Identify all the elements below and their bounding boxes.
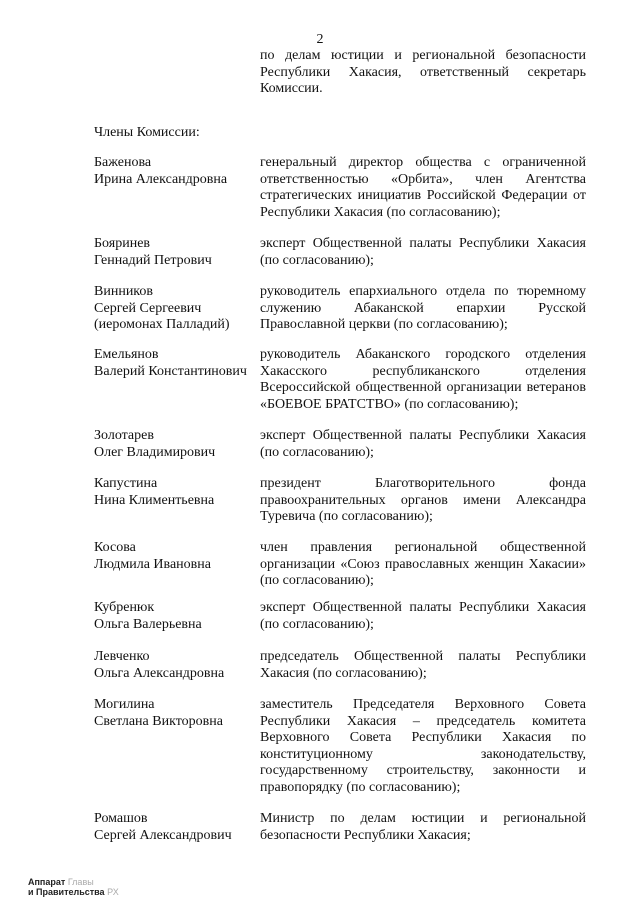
member-description — [260, 284, 586, 334]
member-description — [260, 236, 586, 269]
member-name — [94, 540, 264, 573]
member-surname: Капустина — [94, 476, 158, 491]
member-given-names: Нина Климентьевна — [94, 492, 215, 508]
description-line: стратегических инициатив Российской Федерации от — [260, 188, 586, 203]
description-line: генеральный директор общества с ограниченной — [260, 155, 586, 170]
member-name — [94, 284, 264, 334]
member-surname: Винников — [94, 284, 154, 299]
description-line: Всероссийской общественной организации ветеранов — [260, 380, 586, 395]
description-line: правопорядку (по согласованию); — [260, 779, 461, 795]
description-line: (по согласованию); — [260, 252, 374, 268]
member-name — [94, 428, 264, 461]
member-description — [260, 600, 586, 633]
member-description — [260, 155, 586, 221]
member-given-names: Валерий Константинович — [94, 363, 247, 379]
member-given-names: Людмила Ивановна — [94, 556, 211, 572]
member-description — [260, 649, 586, 682]
description-line: член правления региональной общественной — [260, 540, 586, 555]
footer-line — [28, 887, 119, 897]
member-surname: Кубренюк — [94, 600, 155, 615]
description-line: (по согласованию); — [260, 444, 374, 460]
intro-paragraph — [260, 48, 586, 98]
description-line: руководитель Абаканского городского отделения — [260, 347, 586, 362]
member-given-names: Ольга Александровна — [94, 665, 225, 681]
description-line: эксперт Общественной палаты Республики Хакасия — [260, 236, 586, 251]
description-line: заместитель Председателя Верховного Совета — [260, 697, 586, 712]
description-line: Хакасия (по согласованию); — [260, 665, 427, 681]
intro-line: по делам юстиции и региональной безопасности — [260, 48, 586, 63]
member-surname: Баженова — [94, 155, 152, 170]
member-name — [94, 600, 264, 633]
member-given-names: Ольга Валерьевна — [94, 616, 202, 632]
description-line: правоохранительных органов имени Александра — [260, 492, 586, 508]
member-religious-name: (иеромонах Палладий) — [94, 317, 230, 332]
member-given-names: Светлана Викторовна — [94, 713, 223, 729]
member-given-names: Олег Владимирович — [94, 444, 216, 460]
description-line: Республики Хакасия (по согласованию); — [260, 204, 501, 220]
description-line: организации «Союз православных женщин Хакасии» — [260, 556, 586, 572]
member-given-names: Сергей Александрович — [94, 827, 232, 843]
member-surname: Бояринев — [94, 236, 151, 251]
member-description — [260, 428, 586, 461]
description-line: Туревича (по согласованию); — [260, 509, 433, 524]
description-line: конституционному законодательству, — [260, 746, 586, 762]
footer-text-faint: РХ — [107, 887, 119, 897]
description-line: президент Благотворительного фонда — [260, 476, 586, 491]
description-line: ответственностью «Орбита», член Агентства — [260, 171, 586, 187]
member-given-names: Ирина Александровна — [94, 171, 228, 187]
description-line: эксперт Общественной палаты Республики Хакасия — [260, 428, 586, 443]
description-line: служению Абаканской епархии Русской — [260, 300, 586, 316]
description-line: Православной церкви (по согласованию); — [260, 317, 508, 332]
description-line: безопасности Республики Хакасия; — [260, 827, 471, 843]
member-name — [94, 697, 264, 730]
member-surname: Золотарев — [94, 428, 154, 443]
member-description — [260, 476, 586, 526]
member-surname: Косова — [94, 540, 136, 555]
description-line: государственному строительству, законности и — [260, 763, 586, 778]
member-surname: Ромашов — [94, 811, 148, 826]
members-heading: Члены Комиссии: — [94, 125, 200, 140]
description-line: (по согласованию); — [260, 616, 374, 632]
member-description — [260, 697, 586, 796]
footer-text: и Правительства — [28, 887, 105, 897]
member-name — [94, 811, 264, 844]
member-given-names: Геннадий Петрович — [94, 252, 212, 268]
member-given-names: Сергей Сергеевич — [94, 300, 202, 316]
intro-line: Комиссии. — [260, 81, 323, 96]
footer-stamp — [28, 877, 119, 897]
description-line: Республики Хакасия – председатель комитета — [260, 713, 586, 729]
description-line: эксперт Общественной палаты Республики Хакасия — [260, 600, 586, 615]
member-name — [94, 155, 264, 188]
description-line: (по согласованию); — [260, 573, 374, 588]
description-line: Верховного Совета Республики Хакасия по — [260, 730, 586, 745]
member-description — [260, 347, 586, 413]
description-line: руководитель епархиального отдела по тюремному — [260, 284, 586, 299]
page-number: 2 — [316, 32, 324, 47]
member-name — [94, 476, 264, 509]
description-line: «БОЕВОЕ БРАТСТВО» (по согласованию); — [260, 396, 519, 412]
member-name — [94, 236, 264, 269]
member-description — [260, 811, 586, 844]
description-line: председатель Общественной палаты Республики — [260, 649, 586, 664]
description-line: Хакасского республиканского отделения — [260, 363, 586, 379]
member-surname: Могилина — [94, 697, 155, 712]
intro-line: Республики Хакасия, ответственный секретарь — [260, 64, 586, 80]
description-line: Министр по делам юстиции и региональной — [260, 811, 586, 826]
member-description — [260, 540, 586, 590]
member-surname: Емельянов — [94, 347, 159, 362]
member-surname: Левченко — [94, 649, 150, 664]
footer-text: Аппарат — [28, 877, 66, 887]
footer-line — [28, 877, 119, 887]
footer-text-faint: Главы — [67, 877, 94, 887]
member-name — [94, 347, 264, 380]
member-name — [94, 649, 264, 682]
